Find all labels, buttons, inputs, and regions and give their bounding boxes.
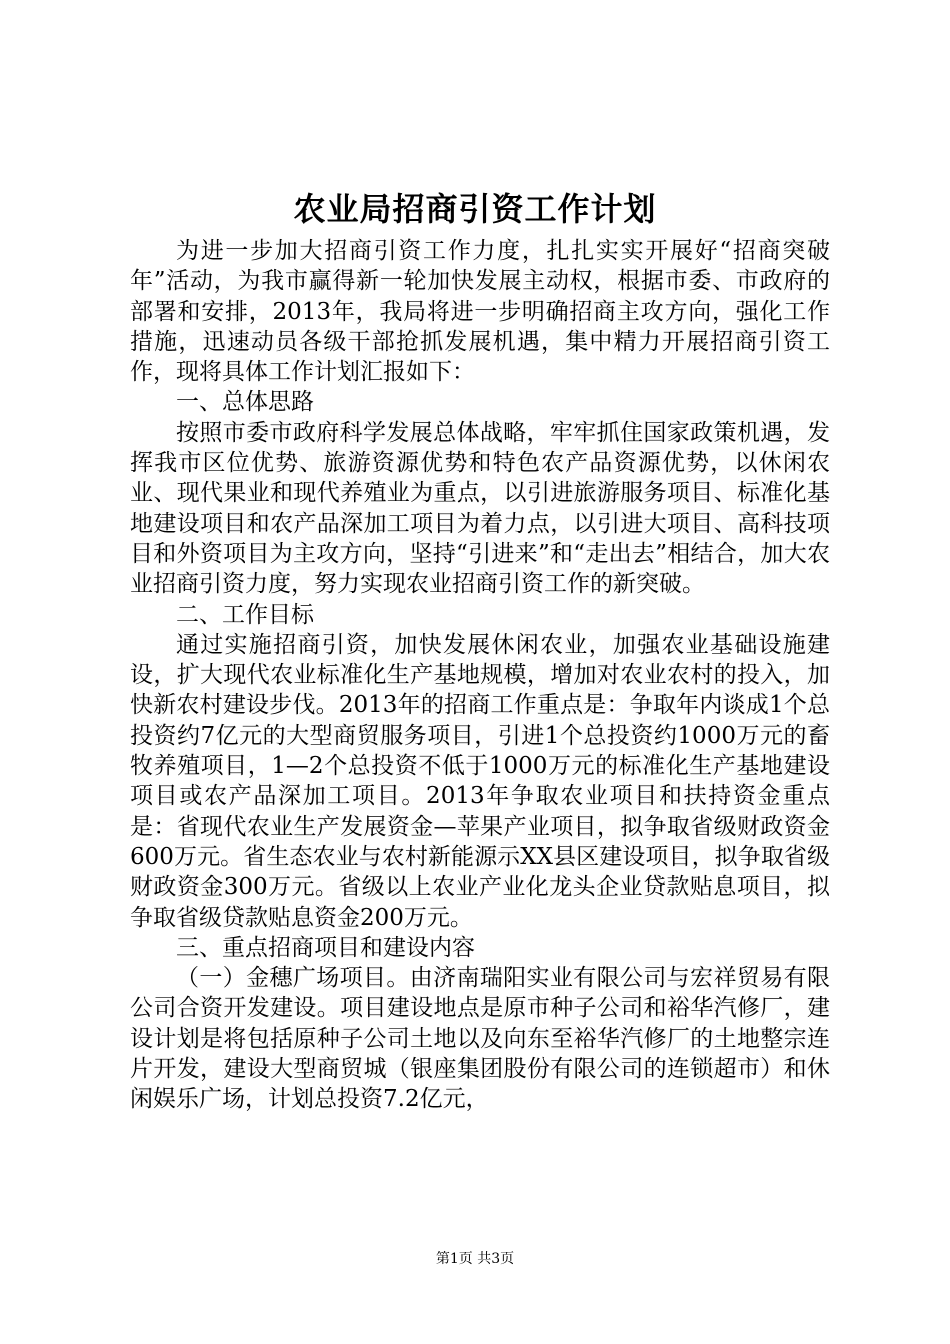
section-heading-2: 二、工作目标 — [176, 601, 314, 628]
document-title: 农业局招商引资工作计划 — [293, 190, 657, 228]
paragraph-key-project-1: （一）金穗广场项目。由济南瑞阳实业有限公司与宏祥贸易有限公司合资开发建设。项目建设地点是原市种子公司和裕华汽修厂，建设计划是将包括原种子公司土地以及向东至裕华汽修厂的土地整宗连片开发，建设大型商贸城（银座集团股份有限公司的连锁超市）和休闲娱乐广场，计划总投资7.2亿元， — [130, 965, 830, 1113]
section-heading-3: 三、重点招商项目和建设内容 — [176, 934, 475, 961]
paragraph-intro: 为进一步加大招商引资工作力度，扎扎实实开展好“招商突破年”活动，为我市赢得新一轮加快发展主动权，根据市委、市政府的部署和安排，2013年，我局将进一步明确招商主攻方向，强化工作措施，迅速动员各级干部抢抓发展机遇，集中精力开展招商引资工作，现将具体工作计划汇报如下： — [130, 238, 830, 386]
page-footer: 第1页 共3页 — [435, 1251, 515, 1267]
document-body — [130, 236, 830, 1115]
paragraph-overall-approach: 按照市委市政府科学发展总体战略，牢牢抓住国家政策机遇，发挥我市区位优势、旅游资源优势和特色农产品资源优势，以休闲农业、现代果业和现代养殖业为重点，以引进旅游服务项目、标准化基地建设项目和农产品深加工项目为着力点，以引进大项目、高科技项目和外资项目为主攻方向，坚持“引进来”和“走出去”相结合，加大农业招商引资力度，努力实现农业招商引资工作的新突破。 — [130, 419, 830, 598]
section-heading-1: 一、总体思路 — [176, 389, 314, 416]
paragraph-work-goals: 通过实施招商引资，加快发展休闲农业，加强农业基础设施建设，扩大现代农业标准化生产基地规模，增加对农业农村的投入，加快新农村建设步伐。2013年的招商工作重点是：争取年内谈成1个总投资约7亿元的大型商贸服务项目，引进1个总投资约1000万元的畜牧养殖项目，1—2个总投资不低于1000万元的标准化生产基地建设项目或农产品深加工项目。2013年争取农业项目和扶持资金重点是：省现代农业生产发展资金—苹果产业项目，拟争取省级财政资金600万元。省生态农业与农村新能源示XX县区建设项目，拟争取省级财政资金300万元。省级以上农业产业化龙头企业贷款贴息项目，拟争取省级贷款贴息资金200万元。 — [130, 631, 830, 931]
